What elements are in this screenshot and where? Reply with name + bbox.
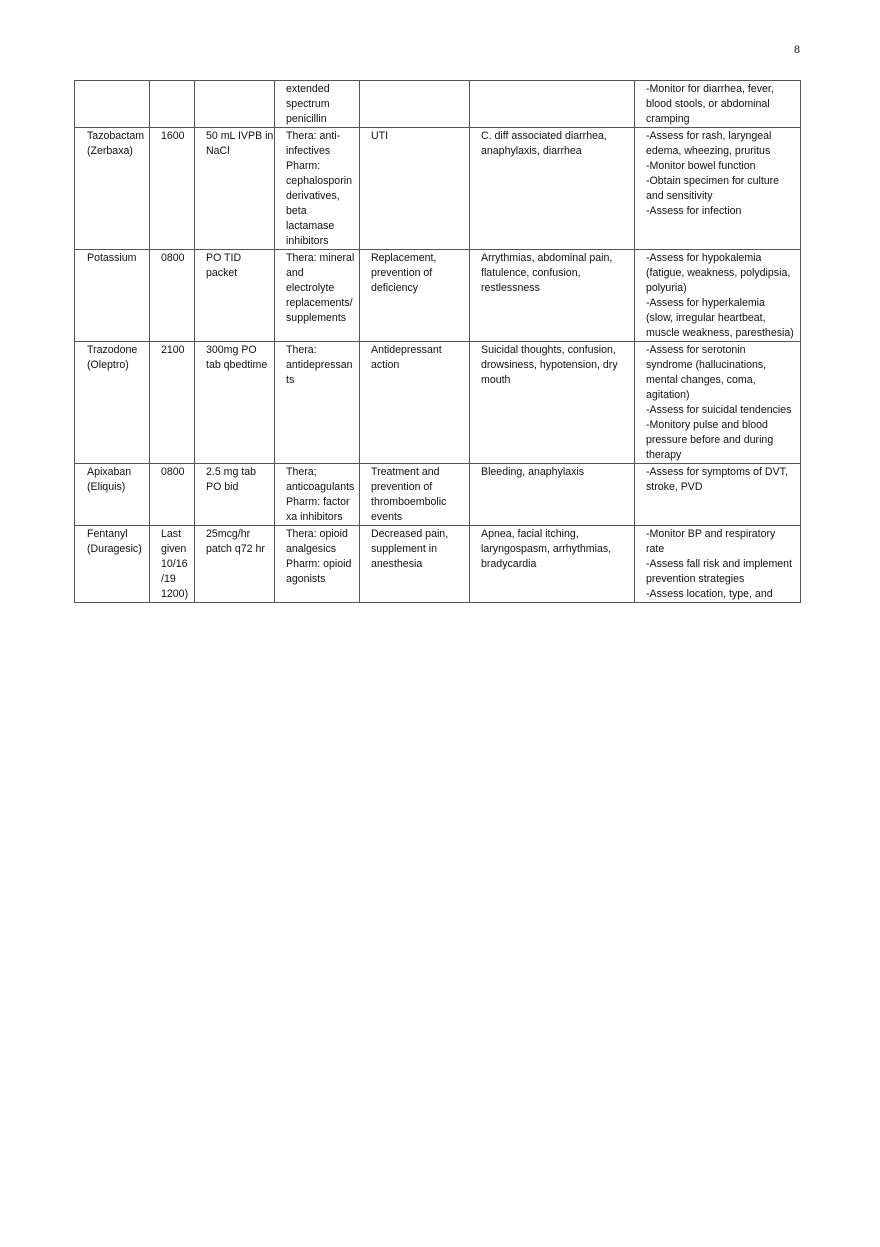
cell-line: ts — [286, 374, 295, 386]
cell-line: spectrum — [286, 98, 330, 110]
cell-line: 0800 — [161, 252, 185, 264]
cell-line: replacements/ — [286, 297, 353, 309]
cell-nursing-considerations — [635, 81, 801, 128]
cell-line: and — [286, 267, 304, 279]
table-row — [75, 342, 801, 464]
cell-time — [150, 526, 195, 603]
cell-line: beta — [286, 205, 307, 217]
cell-drug — [75, 128, 150, 250]
cell-line: Apixaban — [87, 466, 132, 478]
cell-line: -Assess for hypokalemia — [646, 252, 762, 264]
cell-line: 2100 — [161, 344, 185, 356]
cell-line: 2.5 mg tab — [206, 466, 257, 478]
cell-line: Thera; — [286, 466, 317, 478]
cell-line: Thera: opioid — [286, 528, 348, 540]
cell-time — [150, 128, 195, 250]
cell-line: therapy — [646, 449, 682, 461]
cell-line: (Oleptro) — [87, 359, 129, 371]
cell-line: derivatives, — [286, 190, 340, 202]
cell-nursing-considerations — [635, 250, 801, 342]
cell-line: events — [371, 511, 403, 523]
cell-classification — [275, 128, 360, 250]
cell-nursing-considerations — [635, 526, 801, 603]
cell-nursing-considerations — [635, 128, 801, 250]
cell-line: inhibitors — [286, 235, 329, 247]
cell-line: (slow, irregular heartbeat, — [646, 312, 766, 324]
cell-line: 300mg PO — [206, 344, 257, 356]
cell-line: Thera: mineral — [286, 252, 355, 264]
cell-line: -Assess for hyperkalemia — [646, 297, 765, 309]
cell-line: agonists — [286, 573, 326, 585]
cell-line: drowsiness, hypotension, dry — [481, 359, 618, 371]
cell-line: packet — [206, 267, 238, 279]
cell-classification — [275, 250, 360, 342]
cell-line: pressure before and during — [646, 434, 774, 446]
cell-line: Thera: anti- — [286, 130, 341, 142]
cell-classification — [275, 464, 360, 526]
cell-line: prevention of — [371, 267, 433, 279]
cell-dose — [195, 526, 275, 603]
cell-line: anaphylaxis, diarrhea — [481, 145, 582, 157]
cell-classification — [275, 342, 360, 464]
cell-line: -Monitor for diarrhea, fever, — [646, 83, 774, 95]
cell-line: restlessness — [481, 282, 540, 294]
page-number: 8 — [794, 42, 800, 56]
cell-line: muscle weakness, paresthesia) — [646, 327, 794, 339]
cell-indication — [360, 128, 470, 250]
cell-line: given — [161, 543, 187, 555]
cell-side-effects — [470, 464, 635, 526]
cell-line: Trazodone — [87, 344, 138, 356]
cell-line: Arrythmias, abdominal pain, — [481, 252, 613, 264]
table-row — [75, 81, 801, 128]
cell-line: Bleeding, anaphylaxis — [481, 466, 585, 478]
cell-line: -Assess for symptoms of DVT, — [646, 466, 788, 478]
cell-line: stroke, PVD — [646, 481, 703, 493]
cell-time — [150, 250, 195, 342]
cell-line: syndrome (hallucinations, — [646, 359, 767, 371]
cell-side-effects — [470, 526, 635, 603]
cell-line: Replacement, — [371, 252, 437, 264]
cell-line: and sensitivity — [646, 190, 713, 202]
cell-line: polyuria) — [646, 282, 687, 294]
cell-line: -Assess for suicidal tendencies — [646, 404, 792, 416]
cell-line: /19 — [161, 573, 176, 585]
cell-line: Decreased pain, — [371, 528, 449, 540]
cell-line: agitation) — [646, 389, 690, 401]
cell-line: prevention strategies — [646, 573, 745, 585]
table-row — [75, 464, 801, 526]
cell-line: Pharm: — [286, 160, 321, 172]
cell-line: -Monitor bowel function — [646, 160, 756, 172]
cell-side-effects — [470, 128, 635, 250]
cell-drug — [75, 81, 150, 128]
cell-line: antidepressan — [286, 359, 353, 371]
cell-line: UTI — [371, 130, 389, 142]
cell-line: Potassium — [87, 252, 137, 264]
cell-line: NaCl — [206, 145, 230, 157]
cell-line: 0800 — [161, 466, 185, 478]
cell-dose — [195, 81, 275, 128]
cell-line: -Assess for serotonin — [646, 344, 746, 356]
cell-drug — [75, 342, 150, 464]
cell-line: (Zerbaxa) — [87, 145, 133, 157]
cell-dose — [195, 464, 275, 526]
cell-line: 10/16 — [161, 558, 188, 570]
cell-drug — [75, 526, 150, 603]
cell-line: anesthesia — [371, 558, 423, 570]
cell-dose — [195, 250, 275, 342]
cell-line: Pharm: opioid — [286, 558, 352, 570]
cell-line: PO bid — [206, 481, 239, 493]
cell-line: lactamase — [286, 220, 335, 232]
cell-line: -Assess for rash, laryngeal — [646, 130, 772, 142]
cell-classification — [275, 526, 360, 603]
cell-line: cephalosporin — [286, 175, 352, 187]
cell-line: Fentanyl — [87, 528, 128, 540]
cell-line: C. diff associated diarrhea, — [481, 130, 607, 142]
cell-line: extended — [286, 83, 330, 95]
cell-line: supplement in — [371, 543, 437, 555]
cell-line: bradycardia — [481, 558, 537, 570]
cell-line: anticoagulants — [286, 481, 355, 493]
cell-line: mouth — [481, 374, 511, 386]
cell-line: Antidepressant — [371, 344, 442, 356]
cell-line: 1600 — [161, 130, 185, 142]
cell-line: (Eliquis) — [87, 481, 126, 493]
cell-line: 25mcg/hr — [206, 528, 251, 540]
cell-dose — [195, 128, 275, 250]
cell-line: flatulence, confusion, — [481, 267, 581, 279]
cell-line: -Monitor BP and respiratory — [646, 528, 776, 540]
cell-line: -Assess fall risk and implement — [646, 558, 793, 570]
cell-indication — [360, 342, 470, 464]
cell-line: mental changes, coma, — [646, 374, 756, 386]
cell-dose — [195, 342, 275, 464]
cell-line: -Assess location, type, and — [646, 588, 773, 600]
cell-line: action — [371, 359, 400, 371]
cell-line: tab qbedtime — [206, 359, 268, 371]
cell-side-effects — [470, 81, 635, 128]
table-row — [75, 128, 801, 250]
cell-indication — [360, 464, 470, 526]
cell-line: analgesics — [286, 543, 337, 555]
cell-line: Treatment and — [371, 466, 440, 478]
cell-line: Thera: — [286, 344, 317, 356]
cell-line: (fatigue, weakness, polydipsia, — [646, 267, 791, 279]
cell-line: blood stools, or abdominal — [646, 98, 770, 110]
cell-time — [150, 342, 195, 464]
cell-line: cramping — [646, 113, 690, 125]
cell-time — [150, 464, 195, 526]
cell-drug — [75, 464, 150, 526]
cell-line: Suicidal thoughts, confusion, — [481, 344, 616, 356]
cell-indication — [360, 81, 470, 128]
cell-line: Last — [161, 528, 182, 540]
cell-line: laryngospasm, arrhythmias, — [481, 543, 612, 555]
cell-line: PO TID — [206, 252, 242, 264]
cell-line: 1200) — [161, 588, 189, 600]
table-row — [75, 526, 801, 603]
table-row — [75, 250, 801, 342]
cell-line: (Duragesic) — [87, 543, 142, 555]
cell-line: infectives — [286, 145, 331, 157]
cell-line: electrolyte — [286, 282, 335, 294]
cell-line: thromboembolic — [371, 496, 447, 508]
cell-nursing-considerations — [635, 464, 801, 526]
cell-line: deficiency — [371, 282, 419, 294]
cell-side-effects — [470, 342, 635, 464]
cell-line: penicillin — [286, 113, 327, 125]
cell-line: Pharm: factor — [286, 496, 350, 508]
cell-line: Apnea, facial itching, — [481, 528, 579, 540]
cell-line: 50 mL IVPB in — [206, 130, 274, 142]
cell-line: patch q72 hr — [206, 543, 265, 555]
cell-line: xa inhibitors — [286, 511, 343, 523]
cell-indication — [360, 250, 470, 342]
cell-line: edema, wheezing, pruritus — [646, 145, 771, 157]
cell-line: Tazobactam — [87, 130, 145, 142]
cell-classification — [275, 81, 360, 128]
cell-line: supplements — [286, 312, 347, 324]
medication-table — [74, 80, 801, 603]
cell-time — [150, 81, 195, 128]
cell-line: -Monitory pulse and blood — [646, 419, 768, 431]
cell-drug — [75, 250, 150, 342]
cell-line: rate — [646, 543, 665, 555]
cell-line: -Assess for infection — [646, 205, 742, 217]
cell-nursing-considerations — [635, 342, 801, 464]
cell-side-effects — [470, 250, 635, 342]
cell-indication — [360, 526, 470, 603]
cell-line: -Obtain specimen for culture — [646, 175, 780, 187]
cell-line: prevention of — [371, 481, 433, 493]
